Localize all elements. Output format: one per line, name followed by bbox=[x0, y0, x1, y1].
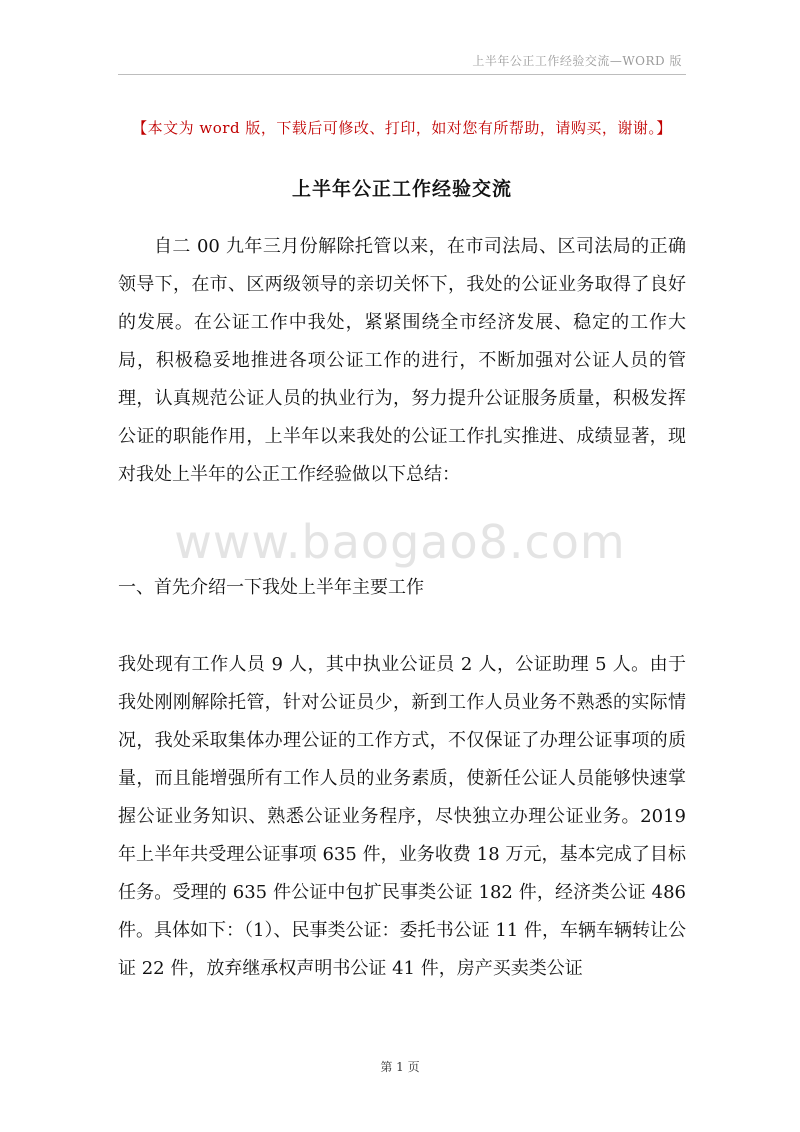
watermark-text: www.baogao8.com bbox=[174, 515, 626, 569]
section-heading: 一、首先介绍一下我处上半年主要工作 bbox=[118, 577, 424, 598]
document-title: 上半年公正工作经验交流 bbox=[291, 178, 512, 200]
page-number: 第 1 页 bbox=[380, 1060, 420, 1074]
header-divider bbox=[118, 74, 686, 75]
body-paragraph: 我处现有工作人员 9 人，其中执业公证员 2 人，公证助理 5 人。由于我处刚刚解除托管，针对公证员少，新到工作人员业务不熟悉的实际情况，我处采取集体办理公证的工作方式，不仅保证了办理公证事项的质量，而且能增强所有工作人员的业务素质，使新任公证人员能够快速掌握公证业务知识、熟悉公证业务程序，尽快独立办理公证业务。2019 年上半年共受理公证事项 635 件，业务收费 18 万元，基本完成了目标任务。受理的 635 件公证中包扩民事类公证 182 件，经济类公证 486 件。具体如下：（1）、民事类公证：委托书公证 11 件，车辆车辆转让公证 22 件，放弃继承权声明书公证 41 件，房产买卖类公证 bbox=[118, 654, 686, 979]
intro-paragraph: 自二 00 九年三月份解除托管以来，在市司法局、区司法局的正确领导下，在市、区两级领导的亲切关怀下，我处的公证业务取得了良好的发展。在公证工作中我处，紧紧围绕全市经济发展、稳定的工作大局，积极稳妥地推进各项公证工作的进行，不断加强对公证人员的管理，认真规范公证人员的执业行为，努力提升公证服务质量，积极发挥公证的职能作用，上半年以来我处的公证工作扎实推进、成绩显著，现对我处上半年的公正工作经验做以下总结： bbox=[118, 236, 686, 485]
download-notice: 【本文为 word 版，下载后可修改、打印，如对您有所帮助，请购买，谢谢。】 bbox=[132, 119, 672, 137]
running-header: 上半年公正工作经验交流—WORD 版 bbox=[472, 54, 682, 68]
